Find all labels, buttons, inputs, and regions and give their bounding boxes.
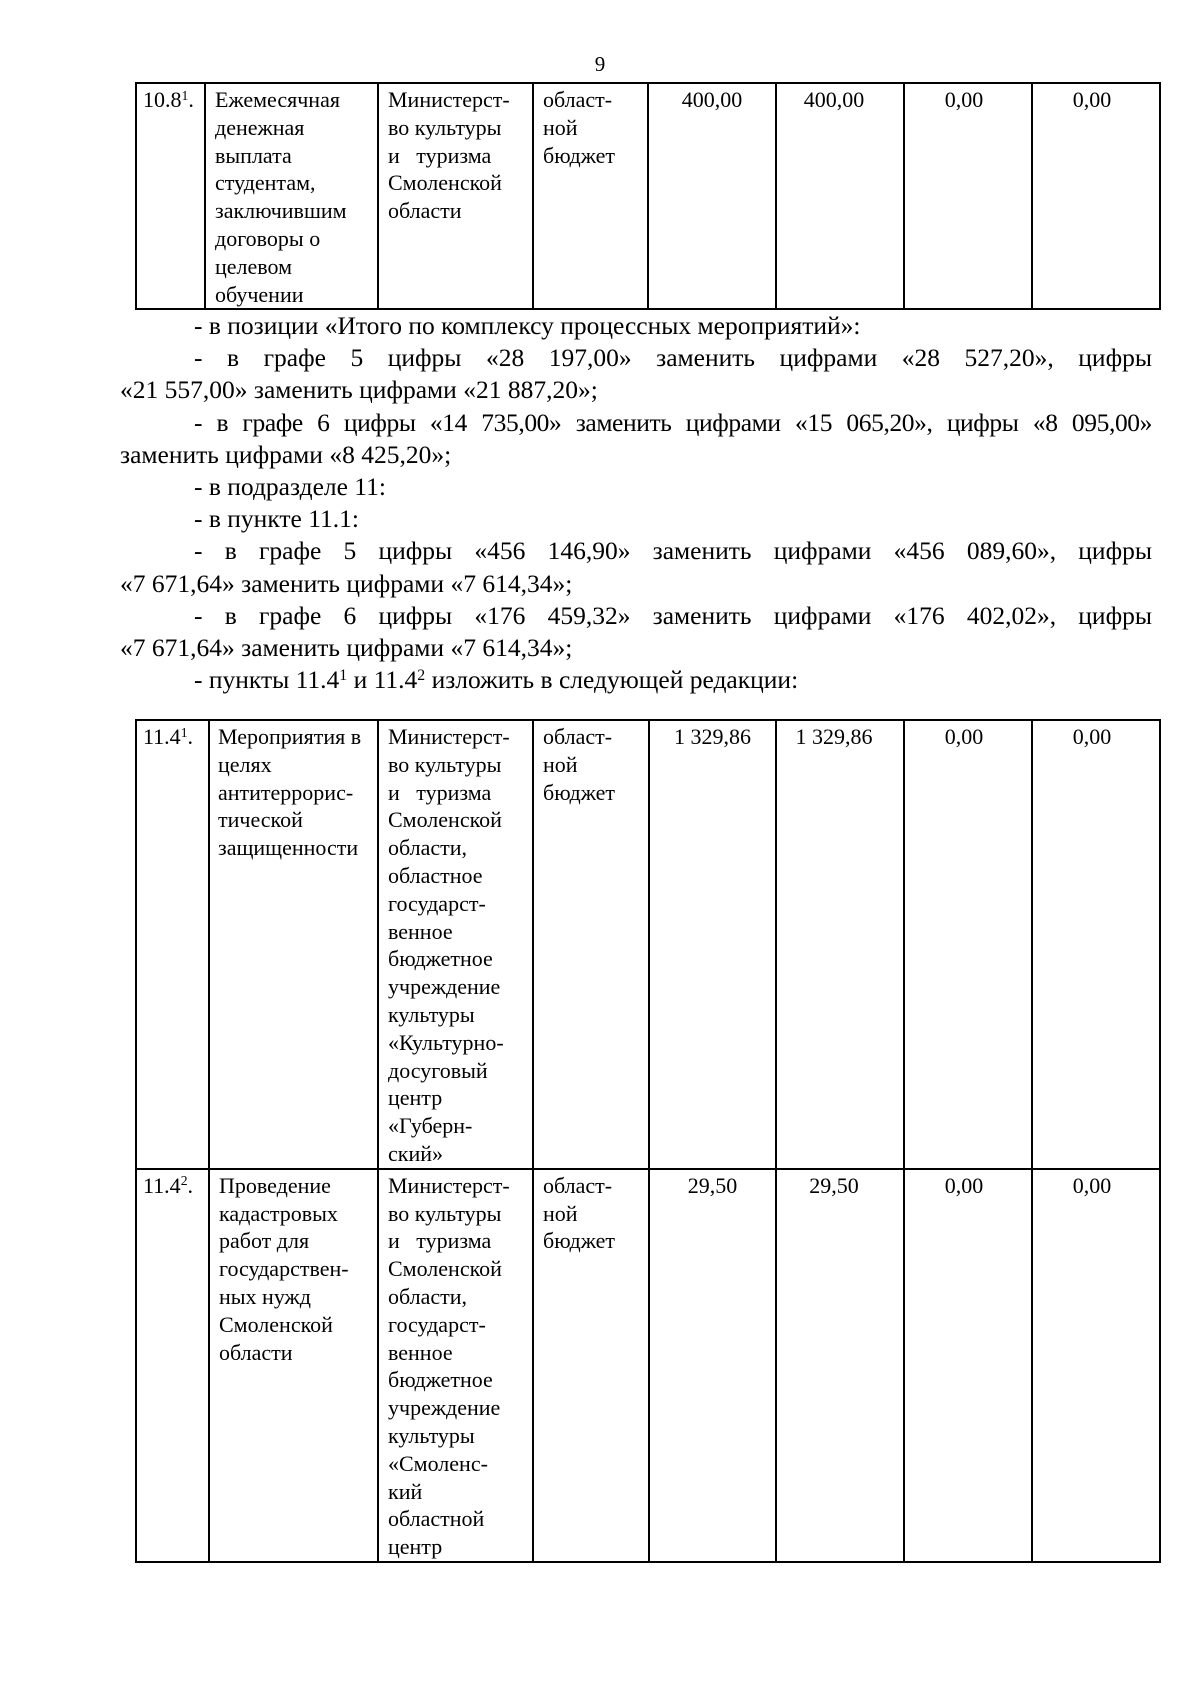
text-line: - в графе 6 цифры «176 459,32» заменить цифрами «176 402,02», цифры	[194, 600, 1152, 630]
year2-amount-cell: 0,00	[904, 1169, 1032, 1562]
executor-cell: Министерст- во культуры и туризма Смоленской области, областное государст- венное бюджетное учреждение культуры «Культурно- досуговый центр «Губерн- ский»	[378, 720, 533, 1169]
total-amount-cell: 1 329,86	[649, 720, 776, 1169]
year3-amount-cell: 0,00	[1032, 720, 1160, 1169]
year2-amount-cell: 0,00	[904, 83, 1032, 309]
funding-source-cell: област- ной бюджет	[533, 1169, 649, 1562]
text-line: заменить цифрами «8 425,20»;	[120, 439, 452, 469]
text-line: - в пункте 11.1:	[194, 504, 359, 534]
table-row	[136, 83, 1160, 309]
text-line: «7 671,64» заменить цифрами «7 614,34»;	[120, 633, 573, 663]
page-number: 9	[594, 52, 606, 76]
text-line: «7 671,64» заменить цифрами «7 614,34»;	[120, 568, 573, 598]
table-item-10-8-1	[135, 82, 1161, 310]
funding-source-cell: област- ной бюджет	[533, 83, 648, 309]
row-number: 10.8$^1$.	[136, 83, 205, 309]
activity-name-cell: Ежемесячная денежная выплата студентам, заключившим договоры о целевом обучении	[205, 83, 378, 309]
executor-cell: Министерст- во культуры и туризма Смоленской области	[378, 83, 533, 309]
year3-amount-cell: 0,00	[1032, 1169, 1160, 1562]
row-number: 11.4$^2$.	[136, 1169, 209, 1562]
text-line: - в графе 6 цифры «14 735,00» заменить цифрами «15 065,20», цифры «8 095,00»	[194, 407, 1152, 437]
total-amount-cell: 400,00	[648, 83, 776, 309]
funding-source-cell: област- ной бюджет	[533, 720, 649, 1169]
year1-amount-cell: 29,50	[776, 1169, 904, 1562]
year3-amount-cell: 0,00	[1032, 83, 1160, 309]
year2-amount-cell: 0,00	[904, 720, 1032, 1169]
total-amount-cell: 29,50	[649, 1169, 776, 1562]
executor-cell: Министерст- во культуры и туризма Смоленской области, государст- венное бюджетное учреждение культуры «Смоленс- кий областной центр	[378, 1169, 533, 1562]
activity-name-cell: Проведение кадастровых работ для государствен- ных нужд Смоленской области	[209, 1169, 378, 1562]
table-items-11-4	[135, 719, 1161, 1563]
text-line: - в графе 5 цифры «28 197,00» заменить цифрами «28 527,20», цифры	[194, 343, 1152, 373]
text-line: - в позиции «Итого по комплексу процессных мероприятий»:	[194, 311, 861, 340]
text-line: - пункты 11.4$^1$ и 11.4$^2$ изложить в следующей редакции:	[194, 665, 799, 695]
text-line: - в подразделе 11:	[194, 472, 386, 502]
year1-amount-cell: 400,00	[776, 83, 904, 309]
table-row	[136, 1169, 1160, 1562]
amendment-text	[120, 310, 1152, 696]
table-row	[136, 720, 1160, 1169]
year1-amount-cell: 1 329,86	[776, 720, 904, 1169]
text-line: - в графе 5 цифры «456 146,90» заменить цифрами «456 089,60», цифры	[194, 536, 1152, 566]
row-number: 11.4$^1$.	[136, 720, 209, 1169]
activity-name-cell: Мероприятия в целях антитеррорис- тической защищенности	[209, 720, 378, 1169]
text-line: «21 557,00» заменить цифрами «21 887,20»;	[120, 375, 598, 405]
